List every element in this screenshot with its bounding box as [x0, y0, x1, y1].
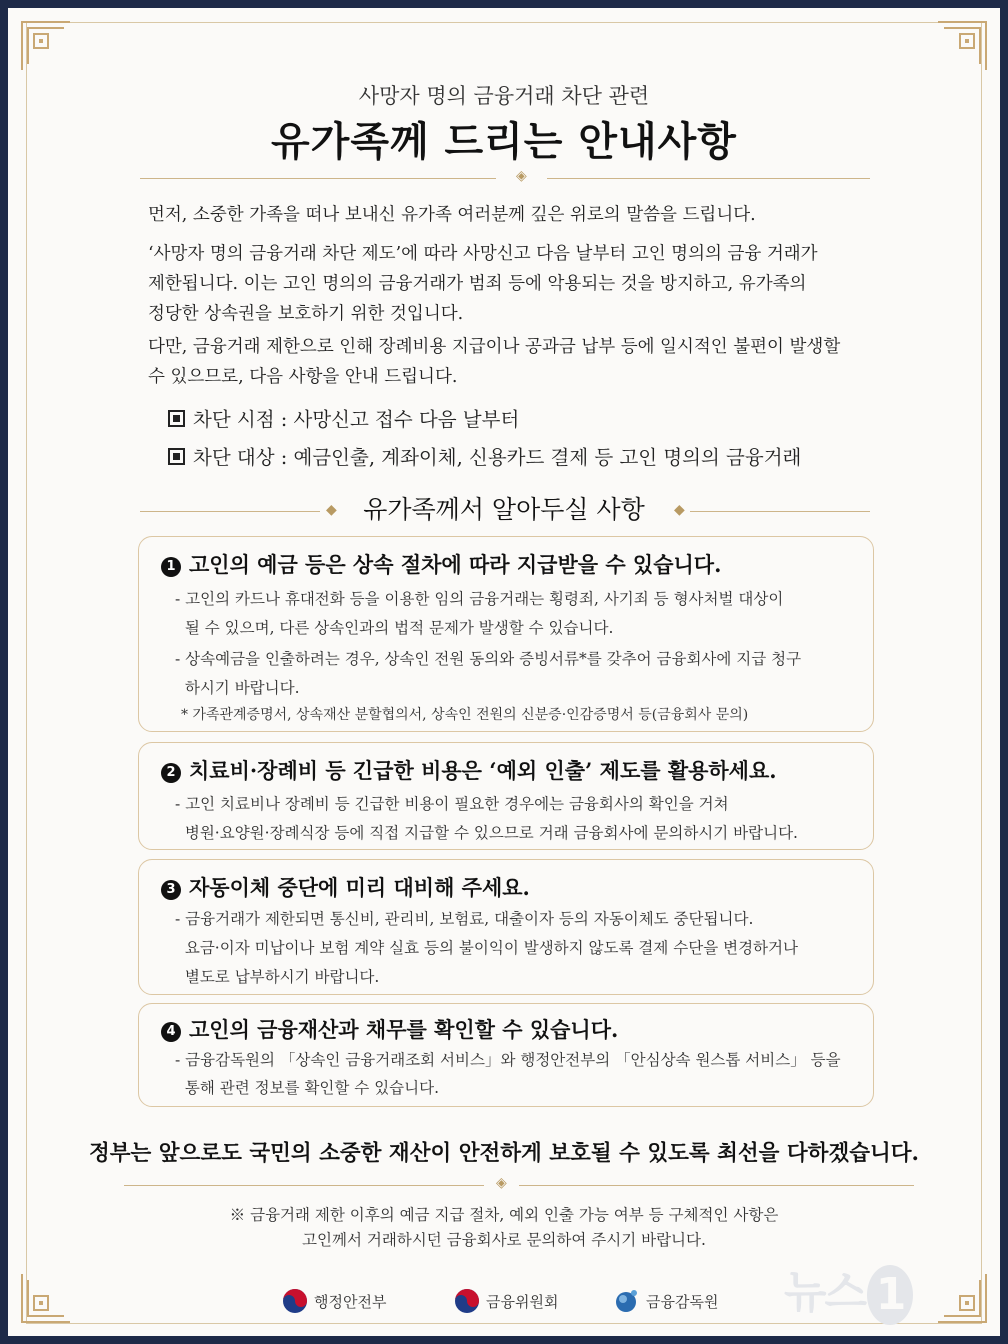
blocking-time-text: 차단 시점 : 사망신고 접수 다음 날부터 — [193, 408, 520, 431]
box-title — [161, 755, 777, 785]
corner-ornament-icon — [18, 18, 74, 74]
text-line: 정당한 상속권을 보호하기 위한 것입니다. — [148, 304, 464, 324]
ornament-icon: ◈ — [484, 1175, 519, 1191]
box-line: - 상속예금을 인출하려는 경우, 상속인 전원 동의와 증빙서류*를 갖추어 금융회사에 지급 청구 — [175, 650, 802, 668]
text-line: ‘사망자 명의 금융거래 차단 제도’에 따라 사망신고 다음 날부터 고인 명의의 금융 거래가 — [148, 244, 818, 264]
info-box-4 — [138, 1003, 874, 1107]
divider — [690, 511, 870, 512]
intro-paragraph-1: 먼저, 소중한 가족을 떠나 보내신 유가족 여러분께 깊은 위로의 말씀을 드립니다. — [148, 205, 756, 225]
globe-icon — [614, 1288, 640, 1314]
intro-paragraph-2 — [148, 239, 888, 329]
box-line: 병원·요양원·장례식장 등에 직접 지급할 수 있으므로 거래 금융회사에 문의하시기 바랍니다. — [175, 824, 798, 842]
fss-logo — [614, 1288, 718, 1314]
number-badge: 3 — [161, 880, 181, 900]
box-line: - 금융거래가 제한되면 통신비, 관리비, 보험료, 대출이자 등의 자동이체도 중단됩니다. — [175, 910, 754, 928]
note-line: 고인께서 거래하시던 금융회사로 문의하여 주시기 바랍니다. — [302, 1231, 706, 1249]
info-box-1 — [138, 536, 874, 732]
text-line: 제한됩니다. 이는 고인 명의의 금융거래가 범죄 등에 악용되는 것을 방지하고, 유가족의 — [148, 274, 807, 294]
corner-ornament-icon — [934, 18, 990, 74]
ornament-icon: ◆ — [674, 502, 685, 518]
note-line: ※ 금융거래 제한 이후의 예금 지급 절차, 예외 인출 가능 여부 등 구체적인 사항은 — [229, 1206, 779, 1224]
square-bullet-icon — [168, 448, 185, 465]
box-line: 별도로 납부하시기 바랍니다. — [175, 968, 380, 986]
blocking-target — [168, 442, 801, 470]
intro-paragraph-3 — [148, 332, 888, 392]
blocking-time — [168, 404, 519, 432]
box-title-text: 치료비·장례비 등 긴급한 비용은 ‘예외 인출’ 제도를 활용하세요. — [189, 758, 777, 783]
box-line: 될 수 있으며, 다른 상속인과의 법적 문제가 발생할 수 있습니다. — [175, 619, 614, 637]
fsc-logo-text: 금융위원회 — [486, 1292, 559, 1311]
box-line: - 고인의 카드나 휴대전화 등을 이용한 임의 금융거래는 횡령죄, 사기죄 등 형사처벌 대상이 — [175, 590, 784, 608]
watermark-digit: 1 — [867, 1265, 913, 1325]
box-line: 통해 관련 정보를 확인할 수 있습니다. — [175, 1079, 440, 1097]
page-subtitle: 사망자 명의 금융거래 차단 관련 — [358, 84, 650, 108]
closing-statement: 정부는 앞으로도 국민의 소중한 재산이 안전하게 보호될 수 있도록 최선을 다하겠습니다. — [88, 1141, 920, 1166]
info-box-3 — [138, 859, 874, 995]
taegeuk-icon — [282, 1288, 308, 1314]
corner-ornament-icon — [18, 1270, 74, 1326]
number-badge: 1 — [161, 557, 181, 577]
page-title: 유가족께 드리는 안내사항 — [271, 118, 737, 165]
box-title — [161, 872, 530, 902]
box-title-text: 고인의 예금 등은 상속 절차에 따라 지급받을 수 있습니다. — [189, 552, 722, 577]
text-line: 수 있으므로, 다음 사항을 안내 드립니다. — [148, 367, 458, 387]
text-line: 다만, 금융거래 제한으로 인해 장례비용 지급이나 공과금 납부 등에 일시적인 불편이 발생할 — [148, 337, 841, 357]
ornament-icon: ◈ — [496, 168, 547, 184]
info-box-2 — [138, 742, 874, 850]
divider — [124, 1185, 914, 1186]
fsc-logo — [454, 1288, 558, 1314]
mois-logo — [282, 1288, 386, 1314]
box-title-text: 자동이체 중단에 미리 대비해 주세요. — [189, 875, 530, 900]
news1-watermark — [784, 1256, 913, 1325]
number-badge: 2 — [161, 763, 181, 783]
blocking-target-text: 차단 대상 : 예금인출, 계좌이체, 신용카드 결제 등 고인 명의의 금융거래 — [193, 446, 802, 469]
box-line: - 금융감독원의 「상속인 금융거래조회 서비스」와 행정안전부의 「안심상속 원스톱 서비스」 등을 — [175, 1051, 841, 1069]
square-bullet-icon — [168, 410, 185, 427]
box-title — [161, 549, 721, 579]
taegeuk-icon — [454, 1288, 480, 1314]
ornament-icon: ◆ — [326, 502, 337, 518]
box-line: 하시기 바랍니다. — [175, 679, 300, 697]
fss-logo-text: 금융감독원 — [646, 1292, 719, 1311]
corner-ornament-icon — [934, 1270, 990, 1326]
box-title-text: 고인의 금융재산과 채무를 확인할 수 있습니다. — [189, 1017, 619, 1042]
footnote-line: * 가족관계증명서, 상속재산 분할협의서, 상속인 전원의 신분증·인감증명서 등(금융회사 문의) — [181, 707, 749, 723]
box-line: 요금·이자 미납이나 보험 계약 실효 등의 불이익이 발생하지 않도록 결제 수단을 변경하거나 — [175, 939, 798, 957]
box-title — [161, 1014, 618, 1044]
box-line: - 고인 치료비나 장례비 등 긴급한 비용이 필요한 경우에는 금융회사의 확인을 거쳐 — [175, 795, 729, 813]
watermark-text: 뉴스 — [784, 1267, 866, 1318]
section-title: 유가족께서 알아두실 사항 — [363, 495, 645, 524]
mois-logo-text: 행정안전부 — [314, 1292, 387, 1311]
number-badge: 4 — [161, 1022, 181, 1042]
